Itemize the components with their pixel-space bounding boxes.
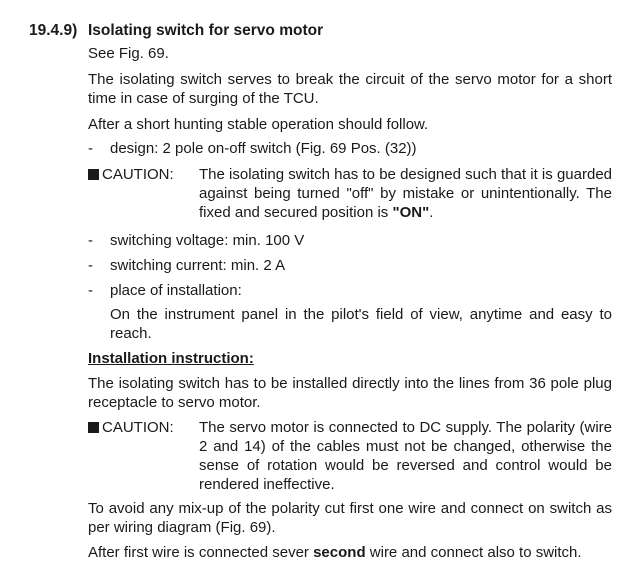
intro-paragraph: The isolating switch serves to break the circuit of the servo motor for a short time in case of surging of the TCU. [88, 71, 612, 107]
see-fig-reference: See Fig. 69. [88, 45, 169, 62]
caution-square-icon [88, 422, 99, 433]
caution-label: CAUTION: [102, 419, 174, 436]
place-of-installation-item: place of installation: [110, 282, 242, 299]
list-dash: - [88, 232, 93, 249]
place-text: On the instrument panel in the pilot's field of view, anytime and easy to reach. [110, 306, 612, 342]
after-hunting-paragraph: After a short hunting stable operation should follow. [88, 116, 429, 133]
design-item: design: 2 pole on-off switch (Fig. 69 Pos. (32)) [110, 140, 417, 157]
list-dash: - [88, 140, 93, 157]
caution-square-icon [88, 169, 99, 180]
caution-body-1: The isolating switch has to be designed such that it is guarded against being turned "off" by mistake or unintentionally. The fixed and secured position is "ON". [199, 166, 612, 221]
caution-label: CAUTION: [102, 166, 174, 183]
section-heading [29, 21, 323, 40]
section-number: 19.4.9) [29, 22, 78, 39]
avoid-mixup-paragraph: To avoid any mix-up of the polarity cut first one wire and connect on switch as per wiring diagram (Fig. 69). [88, 500, 612, 536]
section-title: Isolating switch for servo motor [88, 22, 324, 39]
list-dash: - [88, 257, 93, 274]
switching-current-item: switching current: min. 2 A [110, 257, 286, 274]
installation-paragraph: The isolating switch has to be installed directly into the lines from 36 pole plug receptacle to servo motor. [88, 375, 612, 411]
final-paragraph: After first wire is connected sever second wire and connect also to switch. [88, 544, 582, 561]
list-dash: - [88, 282, 93, 299]
caution-body-2: The servo motor is connected to DC supply. The polarity (wire 2 and 14) of the cables must not be changed, otherwise the sense of rotation would be reversed and control would be rendered ineffective. [199, 419, 612, 493]
switching-voltage-item: switching voltage: min. 100 V [110, 232, 305, 249]
installation-heading: Installation instruction: [88, 350, 254, 367]
